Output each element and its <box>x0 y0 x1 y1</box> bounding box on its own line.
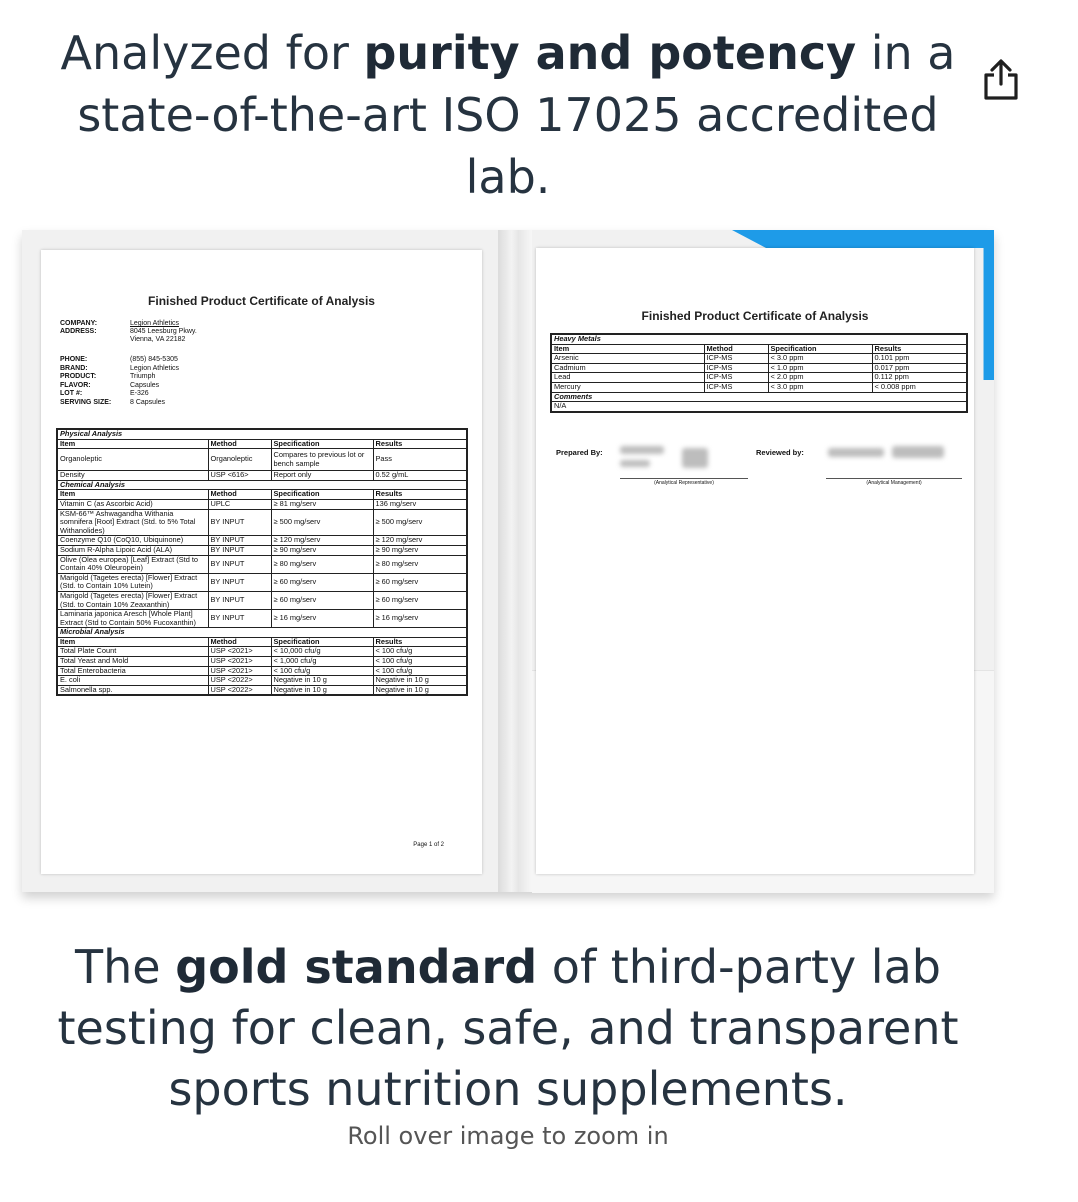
table-cell: USP <2021> <box>208 657 271 667</box>
table-row <box>551 354 967 364</box>
address-line1: 8045 Leesburg Pkwy. <box>130 328 197 335</box>
column-header: Specification <box>271 439 373 449</box>
table-cell: BY INPUT <box>208 545 271 555</box>
company-value: Legion Athletics <box>130 320 180 327</box>
column-header: Results <box>373 637 467 647</box>
certificate-title: Finished Product Certificate of Analysis <box>641 309 869 323</box>
table-row <box>57 499 467 509</box>
table-cell: < 100 cfu/g <box>271 666 373 676</box>
column-header: Method <box>704 344 768 354</box>
brand-label: BRAND: <box>60 364 88 372</box>
serving-label: SERVING SIZE: <box>60 398 112 406</box>
table-cell: Marigold (Tagetes erecta) [Flower] Extract (Std. to Contain 10% Lutein) <box>57 573 208 591</box>
table-cell: E. coli <box>57 676 208 686</box>
table-row <box>57 536 467 546</box>
heavy-metals-table <box>550 333 968 413</box>
product-label: PRODUCT: <box>60 373 97 380</box>
table-cell: ≥ 90 mg/serv <box>271 545 373 555</box>
table-cell: 0.112 ppm <box>872 373 967 383</box>
company-label: COMPANY: <box>60 320 98 327</box>
subheadline-text-pre: The <box>75 940 176 994</box>
lot-label: LOT #: <box>60 390 83 397</box>
company-info <box>60 320 300 420</box>
table-cell: BY INPUT <box>208 610 271 628</box>
prepared-signature-redacted <box>620 446 664 454</box>
reviewed-signature-line <box>826 478 962 479</box>
headline-text-pre: Analyzed for <box>60 26 364 80</box>
reviewed-caption: (Analytical Management) <box>866 480 922 486</box>
column-header: Method <box>208 439 271 449</box>
folder-spine <box>498 230 532 892</box>
table-cell: BY INPUT <box>208 591 271 609</box>
phone-value: (855) 845-5305 <box>130 356 178 363</box>
table-section-row <box>551 334 967 344</box>
reviewed-signature-redacted <box>828 448 884 457</box>
table-cell: USP <616> <box>208 471 271 481</box>
address-label: ADDRESS: <box>60 328 97 335</box>
table-cell: Total Yeast and Mold <box>57 657 208 667</box>
table-row <box>57 666 467 676</box>
headline-emphasis: purity and potency <box>363 26 857 80</box>
address-line2: Vienna, VA 22182 <box>130 336 186 343</box>
certificate-page-right <box>536 248 974 874</box>
subheadline-emphasis: gold standard <box>175 940 538 994</box>
table-row <box>57 657 467 667</box>
table-cell: BY INPUT <box>208 573 271 591</box>
table-cell: Total Plate Count <box>57 647 208 657</box>
chemical-section-title: Chemical Analysis <box>57 480 467 490</box>
column-header: Item <box>551 344 704 354</box>
subheadline <box>40 937 976 1120</box>
table-cell: < 1.0 ppm <box>768 363 872 373</box>
table-cell: UPLC <box>208 499 271 509</box>
table-header-row <box>551 344 967 354</box>
table-cell: < 3.0 ppm <box>768 382 872 392</box>
prepared-caption: (Analytical Representative) <box>654 480 714 486</box>
table-cell: ≥ 60 mg/serv <box>373 573 467 591</box>
table-cell: ICP-MS <box>704 382 768 392</box>
table-cell: < 0.008 ppm <box>872 382 967 392</box>
table-cell: Salmonella spp. <box>57 685 208 695</box>
column-header: Item <box>57 637 208 647</box>
table-cell: ≥ 120 mg/serv <box>373 536 467 546</box>
table-row <box>551 363 967 373</box>
table-cell: USP <2021> <box>208 647 271 657</box>
column-header: Results <box>872 344 967 354</box>
table-cell: BY INPUT <box>208 555 271 573</box>
table-row <box>551 382 967 392</box>
table-section-row <box>57 429 467 439</box>
table-cell: ICP-MS <box>704 363 768 373</box>
flavor-value: Capsules <box>130 381 160 389</box>
table-cell: ≥ 80 mg/serv <box>373 555 467 573</box>
column-header: Results <box>373 490 467 500</box>
table-cell: USP <2022> <box>208 685 271 695</box>
column-header: Method <box>208 637 271 647</box>
table-cell: USP <2022> <box>208 676 271 686</box>
table-cell: < 3.0 ppm <box>768 354 872 364</box>
table-cell: Negative in 10 g <box>271 676 373 686</box>
table-cell: Negative in 10 g <box>271 685 373 695</box>
table-cell: Laminaria japonica Aresch [Whole Plant] Extract (Std to Contain 50% Fucoxanthin) <box>57 610 208 628</box>
column-header: Specification <box>271 490 373 500</box>
table-row <box>57 555 467 573</box>
comments-label: Comments <box>551 392 967 402</box>
table-section-row <box>551 392 967 402</box>
table-cell: Vitamin C (as Ascorbic Acid) <box>57 499 208 509</box>
prepared-signature-redacted <box>682 448 708 468</box>
subheadline-text-post: of third-party lab testing for clean, safe, and transparent sports nutrition supplements. <box>57 940 959 1116</box>
table-row <box>57 509 467 536</box>
table-row <box>57 647 467 657</box>
headline <box>40 22 976 208</box>
table-row <box>57 471 467 481</box>
microbial-section-title: Microbial Analysis <box>57 628 467 638</box>
zoom-hint: Roll over image to zoom in <box>347 1122 669 1150</box>
table-cell: < 2.0 ppm <box>768 373 872 383</box>
table-header-row <box>57 637 467 647</box>
table-cell: Density <box>57 471 208 481</box>
table-cell: < 10,000 cfu/g <box>271 647 373 657</box>
table-cell: < 100 cfu/g <box>373 666 467 676</box>
table-section-row <box>57 480 467 490</box>
column-header: Item <box>57 439 208 449</box>
table-cell: ≥ 16 mg/serv <box>373 610 467 628</box>
table-cell: Compares to previous lot or bench sample <box>271 449 373 471</box>
table-cell: Coenzyme Q10 (CoQ10, Ubiquinone) <box>57 536 208 546</box>
table-cell: < 100 cfu/g <box>373 657 467 667</box>
table-cell: Organoleptic <box>208 449 271 471</box>
table-cell: Report only <box>271 471 373 481</box>
table-header-row <box>57 439 467 449</box>
table-cell: Olive (Olea europea) [Leaf] Extract (Std to Contain 40% Oleuropein) <box>57 555 208 573</box>
table-header-row <box>57 490 467 500</box>
column-header: Specification <box>271 637 373 647</box>
prepared-signature-line <box>620 478 748 479</box>
table-cell: Pass <box>373 449 467 471</box>
certificate-title: Finished Product Certificate of Analysis <box>148 294 375 308</box>
reviewed-signature-redacted <box>892 446 944 458</box>
table-cell: ≥ 16 mg/serv <box>271 610 373 628</box>
product-value: Triumph <box>130 373 156 380</box>
column-header: Method <box>208 490 271 500</box>
table-cell: BY INPUT <box>208 509 271 536</box>
brand-value: Legion Athletics <box>130 364 180 372</box>
table-cell: ≥ 60 mg/serv <box>271 573 373 591</box>
table-cell: Organoleptic <box>57 449 208 471</box>
table-cell: Negative in 10 g <box>373 685 467 695</box>
lot-value: E-326 <box>130 390 149 397</box>
table-cell: Negative in 10 g <box>373 676 467 686</box>
table-cell: Total Enterobacteria <box>57 666 208 676</box>
table-row <box>57 610 467 628</box>
table-row <box>551 373 967 383</box>
page-number: Page 1 of 2 <box>413 842 444 848</box>
table-cell: < 100 cfu/g <box>373 647 467 657</box>
flavor-label: FLAVOR: <box>60 381 91 389</box>
table-row <box>57 676 467 686</box>
table-row <box>57 685 467 695</box>
comments-value: N/A <box>551 402 967 412</box>
column-header: Item <box>57 490 208 500</box>
table-cell: 136 mg/serv <box>373 499 467 509</box>
table-cell: ≥ 90 mg/serv <box>373 545 467 555</box>
table-cell: ≥ 80 mg/serv <box>271 555 373 573</box>
phone-label: PHONE: <box>60 356 88 363</box>
reviewed-by-label: Reviewed by: <box>756 448 804 457</box>
table-cell: USP <2021> <box>208 666 271 676</box>
prepared-signature-redacted <box>620 460 650 467</box>
certificate-page-left <box>41 250 482 874</box>
column-header: Results <box>373 439 467 449</box>
table-row <box>57 545 467 555</box>
physical-section-title: Physical Analysis <box>57 429 467 439</box>
prepared-by-label: Prepared By: <box>556 448 603 457</box>
table-cell: 0.017 ppm <box>872 363 967 373</box>
table-cell: Mercury <box>551 382 704 392</box>
table-cell: Arsenic <box>551 354 704 364</box>
table-cell: KSM-66™ Ashwagandha Withania somnifera [Root] Extract (Std. to 5% Total Withanolides) <box>57 509 208 536</box>
table-cell: 0.101 ppm <box>872 354 967 364</box>
table-section-row <box>57 628 467 638</box>
table-cell: Cadmium <box>551 363 704 373</box>
table-cell: ICP-MS <box>704 373 768 383</box>
share-button[interactable] <box>980 58 1022 102</box>
table-cell: Marigold (Tagetes erecta) [Flower] Extract (Std. to Contain 10% Zeaxanthin) <box>57 591 208 609</box>
table-row <box>57 591 467 609</box>
table-cell: ≥ 60 mg/serv <box>271 591 373 609</box>
table-row <box>57 573 467 591</box>
table-cell: Lead <box>551 373 704 383</box>
table-cell: ≥ 81 mg/serv <box>271 499 373 509</box>
table-cell: BY INPUT <box>208 536 271 546</box>
table-cell: ≥ 120 mg/serv <box>271 536 373 546</box>
analysis-table <box>56 428 468 696</box>
table-cell: 0.52 g/mL <box>373 471 467 481</box>
table-row <box>57 449 467 471</box>
table-cell: ≥ 500 mg/serv <box>373 509 467 536</box>
table-cell: ≥ 60 mg/serv <box>373 591 467 609</box>
share-icon <box>980 58 1022 102</box>
headline-text-post: in a state-of-the-art ISO 17025 accredited lab. <box>77 26 956 204</box>
serving-value: 8 Capsules <box>130 398 166 406</box>
table-row <box>551 402 967 412</box>
table-cell: < 1,000 cfu/g <box>271 657 373 667</box>
table-cell: ICP-MS <box>704 354 768 364</box>
column-header: Specification <box>768 344 872 354</box>
table-cell: ≥ 500 mg/serv <box>271 509 373 536</box>
heavy-metals-section-title: Heavy Metals <box>551 334 967 344</box>
table-cell: Sodium R-Alpha Lipoic Acid (ALA) <box>57 545 208 555</box>
